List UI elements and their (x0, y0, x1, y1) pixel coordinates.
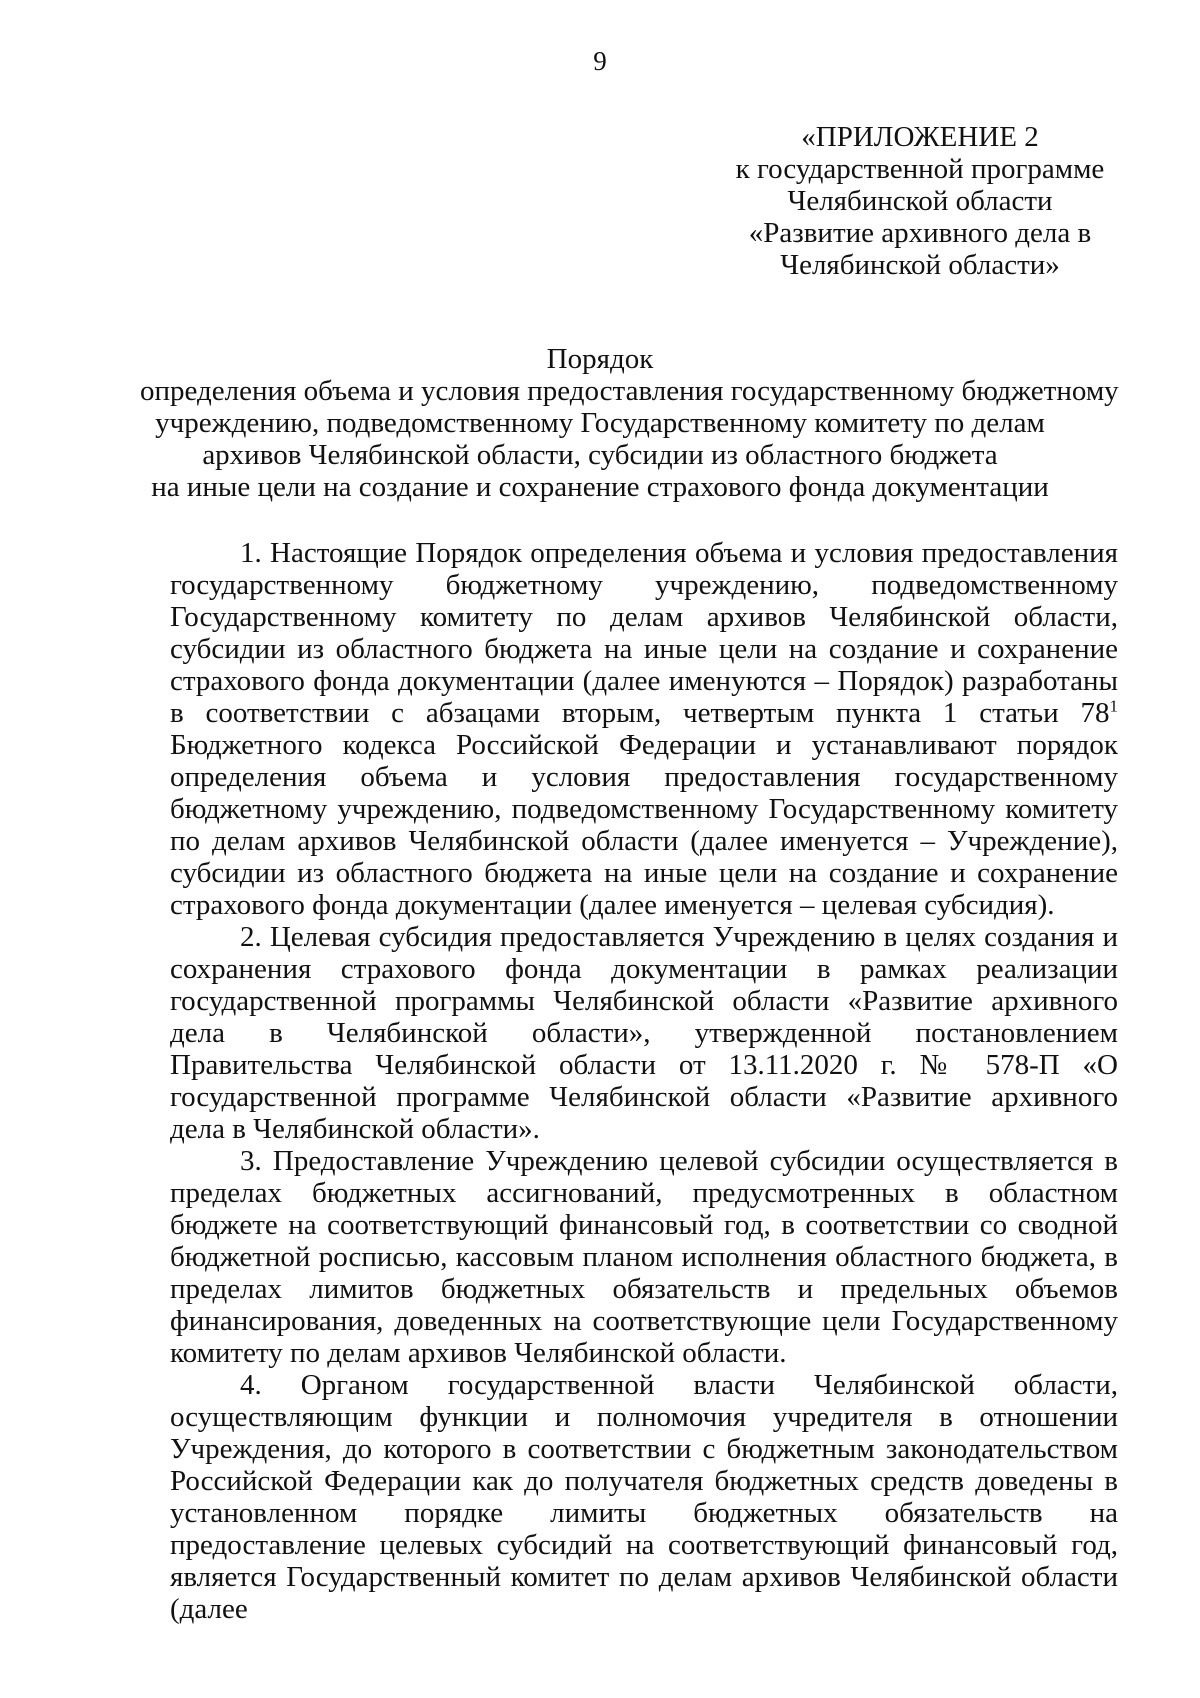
document-title (140, 343, 1119, 503)
title-line: учреждению, подведомственному Государственному комитету по делам (155, 407, 1045, 439)
title-line: на иные цели на создание и сохранение страхового фонда документации (151, 471, 1049, 503)
appendix-header (690, 121, 1150, 281)
document-body (170, 537, 1118, 1625)
paragraph-1-text-start: 1. Настоящие Порядок определения объема и условия предоставления государственному бюджетному учреждению, подведомственному Государственному комитету по делам архивов Челябинской области, субсидии из областного бюджета на иные цели на создание и сохранение страхового фонда документации (далее именуются – Порядок) разработаны в соответствии с абзацами вторым, четвертым пункта 1 статьи 78 (170, 537, 1118, 729)
paragraph-1-text-end: Бюджетного кодекса Российской Федерации и устанавливают порядок определения объема и условия предоставления государственному бюджетному учреждению, подведомственному Государственному комитету по делам архивов Челябинской области (далее именуется – Учреждение), субсидии из областного бюджета на иные цели на создание и сохранение страхового фонда документации (далее именуется – целевая субсидия). (170, 729, 1118, 921)
title-line: архивов Челябинской области, субсидии из областного бюджета (202, 439, 998, 471)
appendix-line: к государственной программе (735, 153, 1105, 185)
paragraph-4: 4. Органом государственной власти Челябинской области, осуществляющим функции и полномочия учредителя в отношении Учреждения, до которого в соответствии с бюджетным законодательством Российской Федерации как до получателя бюджетных средств доведены в установленном порядке лимиты бюджетных обязательств на предоставление целевых субсидий на соответствующий финансовый год, является Государственный комитет по делам архивов Челябинской области (далее (170, 1369, 1118, 1625)
appendix-line: «ПРИЛОЖЕНИЕ 2 (801, 121, 1039, 153)
paragraph-3: 3. Предоставление Учреждению целевой субсидии осуществляется в пределах бюджетных ассигнований, предусмотренных в областном бюджете на соответствующий финансовый год, в соответствии со сводной бюджетной росписью, кассовым планом исполнения областного бюджета, в пределах лимитов бюджетных обязательств и предельных объемов финансирования, доведенных на соответствующие цели Государственному комитету по делам архивов Челябинской области. (170, 1145, 1118, 1369)
page-number: 9 (593, 46, 607, 76)
title-line: определения объема и условия предоставления государственному бюджетному (140, 375, 1119, 407)
appendix-line: Челябинской области (787, 185, 1053, 217)
appendix-line: Челябинской области» (780, 249, 1060, 281)
title-heading: Порядок (546, 343, 654, 375)
article-superscript: 1 (1109, 696, 1118, 716)
paragraph-1 (170, 537, 1118, 921)
appendix-line: «Развитие архивного дела в (748, 217, 1092, 249)
paragraph-2: 2. Целевая субсидия предоставляется Учреждению в целях создания и сохранения страхового фонда документации в рамках реализации государственной программы Челябинской области «Развитие архивного дела в Челябинской области», утвержденной постановлением Правительства Челябинской области от 13.11.2020 г. № 578-П «О государственной программе Челябинской области «Развитие архивного дела в Челябинской области». (170, 921, 1118, 1145)
